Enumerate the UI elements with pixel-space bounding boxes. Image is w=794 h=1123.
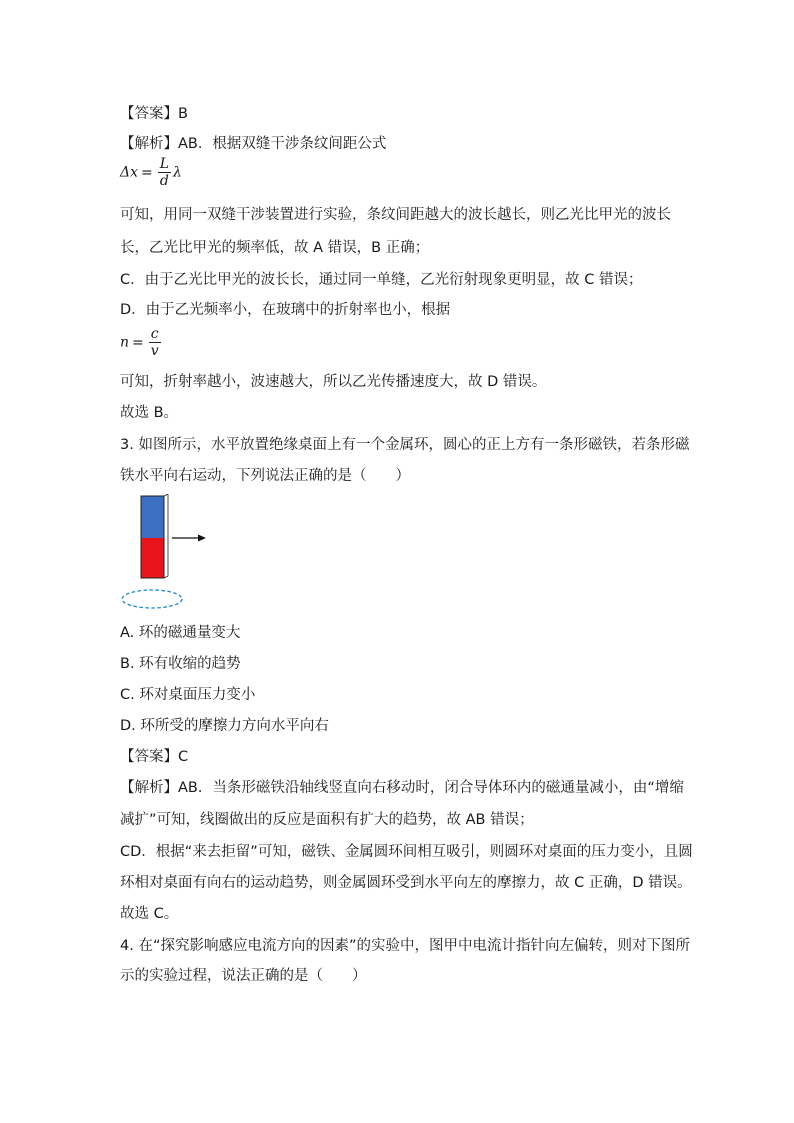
question-3-stem: 铁水平向右运动，下列说法正确的是（ ） bbox=[120, 468, 410, 484]
option-d: D. 环所受的摩擦力方向水平向右 bbox=[120, 718, 329, 734]
formula-denominator: d bbox=[159, 173, 169, 189]
analysis-line: 环相对桌面有向右的运动趋势，则金属圆环受到水平向左的摩擦力，故 C 正确，D 错误。 bbox=[120, 875, 692, 891]
question-4-stem: 4. 在“探究影响感应电流方向的因素”的实验中，图甲中电流计指针向左偏转，则对下图所 bbox=[120, 938, 690, 954]
formula-fraction bbox=[158, 156, 171, 189]
option-a: A. 环的磁通量变大 bbox=[120, 625, 241, 641]
analysis-line: 可知，用同一双缝干涉装置进行实验，条纹间距越大的波长越长，则乙光比甲光的波长 bbox=[120, 207, 671, 223]
magnet-north-half bbox=[141, 496, 164, 538]
answer-label-2: 【答案】C bbox=[120, 749, 189, 765]
question-3-stem: 3. 如图所示，水平放置绝缘桌面上有一个金属环，圆心的正上方有一条形磁铁，若条形磁 bbox=[120, 437, 690, 453]
formula-denominator: v bbox=[150, 343, 159, 359]
analysis-line: 减扩”可知，线圈做出的反应是面积有扩大的趋势，故 AB 错误； bbox=[120, 812, 534, 828]
conclusion-line: 故选 B。 bbox=[120, 405, 179, 421]
formula-lhs: n bbox=[120, 334, 130, 351]
question-4-stem: 示的实验过程，说法正确的是（ ） bbox=[120, 968, 367, 984]
metal-ring bbox=[122, 590, 182, 608]
analysis-line: D．由于乙光频率小，在玻璃中的折射率也小，根据 bbox=[120, 302, 451, 318]
analysis-line: 【解析】AB．根据双缝干涉条纹间距公式 bbox=[120, 136, 387, 152]
answer-label-1: 【答案】B bbox=[120, 106, 188, 122]
analysis-line: 【解析】AB．当条形磁铁沿轴线竖直向右移动时，闭合导体环内的磁通量减小，由“增缩 bbox=[120, 780, 684, 796]
analysis-line: 可知，折射率越小，波速越大，所以乙光传播速度大，故 D 错误。 bbox=[120, 374, 547, 390]
formula-rhs: λ bbox=[173, 164, 182, 181]
formula-fringe-spacing bbox=[120, 156, 182, 189]
magnet-ring-figure bbox=[116, 494, 216, 614]
magnet-edge bbox=[164, 576, 168, 578]
option-c: C. 环对桌面压力变小 bbox=[120, 687, 256, 703]
formula-equals: = bbox=[141, 164, 153, 181]
formula-lhs: Δx bbox=[120, 164, 139, 181]
formula-fraction bbox=[149, 326, 161, 359]
magnet-south-half bbox=[141, 538, 164, 578]
formula-refractive-index bbox=[120, 326, 163, 359]
option-b: B. 环有收缩的趋势 bbox=[120, 656, 241, 672]
analysis-line: C．由于乙光比甲光的波长长，通过同一单缝，乙光衍射现象更明显，故 C 错误； bbox=[120, 272, 643, 288]
conclusion-line: 故选 C。 bbox=[120, 906, 179, 922]
analysis-line: CD．根据“来去拒留”可知，磁铁、金属圆环间相互吸引，则圆环对桌面的压力变小，且圆 bbox=[120, 844, 693, 860]
formula-equals: = bbox=[132, 334, 144, 351]
magnet-edge bbox=[164, 494, 168, 496]
formula-numerator: c bbox=[150, 326, 159, 342]
formula-numerator: L bbox=[159, 156, 170, 172]
motion-arrow-head bbox=[198, 535, 206, 542]
analysis-line: 长，乙光比甲光的频率低，故 A 错误，B 正确； bbox=[120, 240, 430, 256]
